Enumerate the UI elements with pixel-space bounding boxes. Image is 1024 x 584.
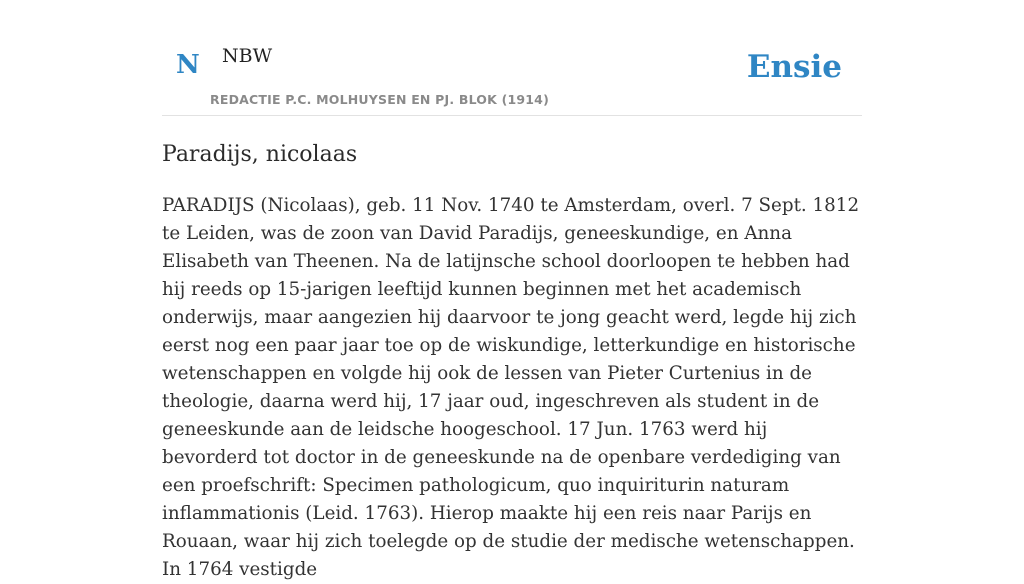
- ensie-logo[interactable]: Ensie: [746, 49, 842, 85]
- series-name[interactable]: NBW: [222, 45, 273, 67]
- article-title: Paradijs, nicolaas: [162, 142, 358, 167]
- editors-line: REDACTIE P.C. MOLHUYSEN EN PJ. BLOK (1914): [210, 92, 549, 107]
- article-body: PARADIJS (Nicolaas), geb. 11 Nov. 1740 te Amsterdam, overl. 7 Sept. 1812 te Leiden, was de zoon van David Paradijs, geneeskundige, en Anna Elisabeth van Theenen. Na de latijnsche school doorloopen te hebben had hij reeds op 15-jarigen leeftijd kunnen beginnen met het academisch onderwijs, maar aangezien hij daarvoor te jong geacht werd, legde hij zich eerst nog een paar jaar toe op de wiskundige, letterkundige en historische wetenschappen en volgde hij ook de lessen van Pieter Curtenius in de theologie, daarna werd hij, 17 jaar oud, ingeschreven als student in de geneeskunde aan de leidsche hoogeschool. 17 Jun. 1763 werd hij bevorderd tot doctor in de geneeskunde na de openbare verdediging van een proefschrift: Specimen pathologicum, quo inquiriturin naturam inflammationis (Leid. 1763). Hierop maakte hij een reis naar Parijs en Rouaan, waar hij zich toelegde op de studie der medische wetenschappen. In 1764 vestigde: [162, 195, 860, 580]
- nbw-logo-letter[interactable]: N: [176, 50, 200, 80]
- site-header: [162, 0, 862, 116]
